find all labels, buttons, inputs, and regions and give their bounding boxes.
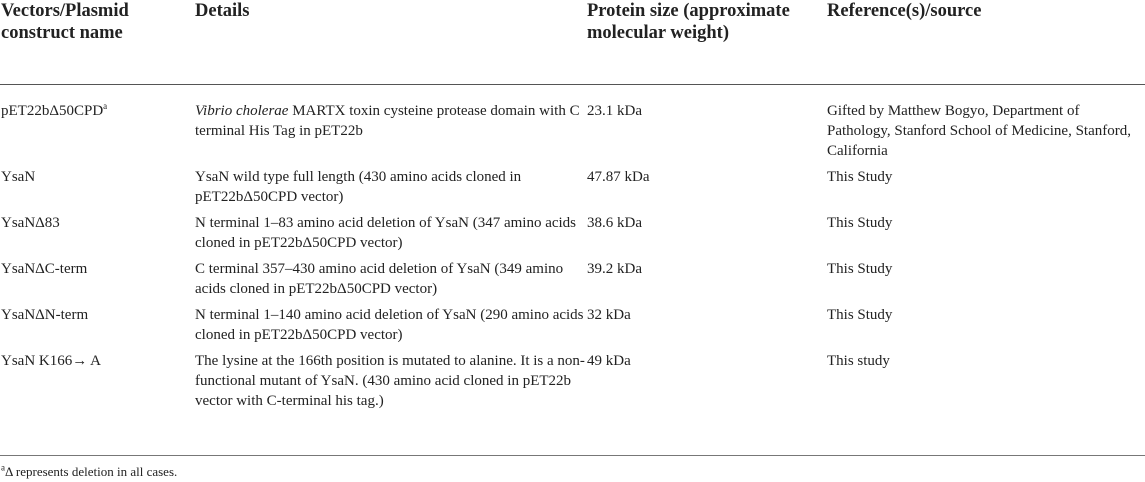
- construct-details: C terminal 357–430 amino acid deletion of YsaN (349 amino acids cloned in pET22bΔ50CPD vector): [195, 260, 564, 297]
- table-row: [0, 161, 1145, 207]
- header-construct-name: Vectors/Plasmid construct name: [0, 0, 195, 84]
- header-row: [0, 0, 1145, 84]
- table-row: [0, 207, 1145, 253]
- reference-source: Gifted by Matthew Bogyo, Department of Pathology, Stanford School of Medicine, Stanford, California: [827, 102, 1131, 159]
- protein-size: 32 kDa: [587, 306, 631, 323]
- construct-details: The lysine at the 166th position is mutated to alanine. It is a non-functional mutant of YsaN. (430 amino acid cloned in pET22b vector with C-terminal his tag.): [195, 352, 585, 409]
- construct-name: YsaN K166→ A: [1, 352, 101, 369]
- table-row: [0, 299, 1145, 345]
- protein-size: 39.2 kDa: [587, 260, 642, 277]
- table-bottom-rule: [0, 455, 1145, 456]
- protein-size: 38.6 kDa: [587, 214, 642, 231]
- protein-size: 49 kDa: [587, 352, 631, 369]
- construct-details: Vibrio cholerae MARTX toxin cysteine protease domain with C terminal His Tag in pET22b: [195, 102, 580, 139]
- header-details: Details: [195, 0, 587, 84]
- construct-name: YsaNΔC-term: [1, 260, 88, 277]
- footnote-marker: a: [1, 462, 5, 473]
- protein-size: 47.87 kDa: [587, 168, 650, 185]
- protein-size: 23.1 kDa: [587, 102, 642, 119]
- construct-name: YsaN: [1, 168, 36, 185]
- construct-details: N terminal 1–83 amino acid deletion of YsaN (347 amino acids cloned in pET22bΔ50CPD vector): [195, 214, 577, 251]
- reference-source: This study: [827, 352, 890, 369]
- table-row: [0, 345, 1145, 411]
- footnote-marker: a: [103, 100, 108, 111]
- table-row: [0, 84, 1145, 161]
- construct-name: YsaNΔN-term: [1, 306, 89, 323]
- reference-source: This Study: [827, 214, 893, 231]
- header-reference: Reference(s)/source: [827, 0, 1145, 84]
- table-footnote: $^a$Δ represents deletion in all cases.: [1, 462, 178, 479]
- reference-source: This Study: [827, 260, 893, 277]
- table-row: [0, 253, 1145, 299]
- construct-name: pET22bΔ50CPD$^a$: [1, 100, 108, 119]
- construct-details: YsaN wild type full length (430 amino acids cloned in pET22bΔ50CPD vector): [195, 168, 522, 205]
- reference-source: This Study: [827, 306, 893, 323]
- construct-details: N terminal 1–140 amino acid deletion of YsaN (290 amino acids cloned in pET22bΔ50CPD vector): [195, 306, 584, 343]
- header-protein-size: Protein size (approximate molecular weight): [587, 0, 827, 84]
- construct-name: YsaNΔ83: [1, 214, 60, 231]
- species-name: Vibrio cholerae: [195, 102, 289, 119]
- reference-source: This Study: [827, 168, 893, 185]
